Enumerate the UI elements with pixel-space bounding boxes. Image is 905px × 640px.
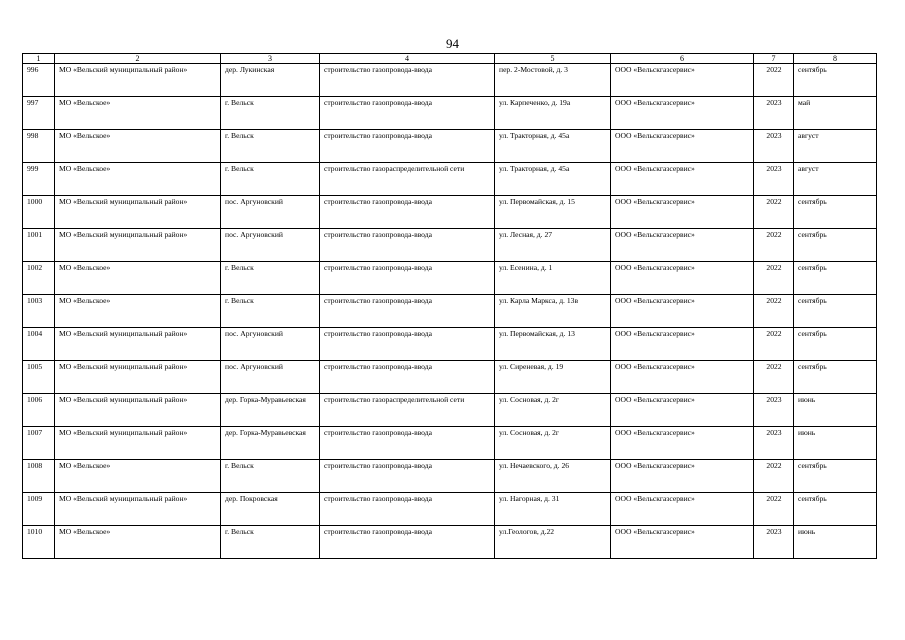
row-number-cell: 999	[23, 163, 55, 196]
year-cell: 2022	[754, 196, 794, 229]
row-number-cell: 1002	[23, 262, 55, 295]
settlement-cell: дер. Горка-Муравьевская	[221, 394, 320, 427]
table-header	[23, 54, 877, 64]
address-cell: ул. Сосновая, д. 2г	[495, 427, 611, 460]
address-cell: ул. Лесная, д. 27	[495, 229, 611, 262]
municipality-cell: МО «Вельское»	[55, 130, 221, 163]
organization-cell: ООО «Вельскгазсервис»	[611, 460, 754, 493]
column-header: 1	[23, 54, 55, 64]
organization-cell: ООО «Вельскгазсервис»	[611, 163, 754, 196]
table-row	[23, 427, 877, 460]
work-type-cell: строительство газопровода-ввода	[320, 64, 495, 97]
document-table	[22, 53, 877, 559]
work-type-cell: строительство газопровода-ввода	[320, 295, 495, 328]
year-cell: 2023	[754, 163, 794, 196]
settlement-cell: г. Вельск	[221, 130, 320, 163]
month-cell: сентябрь	[794, 328, 877, 361]
settlement-cell: г. Вельск	[221, 97, 320, 130]
month-cell: сентябрь	[794, 229, 877, 262]
page-number: 94	[446, 36, 459, 51]
table-row	[23, 229, 877, 262]
row-number-cell: 1003	[23, 295, 55, 328]
municipality-cell: МО «Вельский муниципальный район»	[55, 196, 221, 229]
table-row	[23, 196, 877, 229]
organization-cell: ООО «Вельскгазсервис»	[611, 64, 754, 97]
work-type-cell: строительство газопровода-ввода	[320, 262, 495, 295]
municipality-cell: МО «Вельский муниципальный район»	[55, 64, 221, 97]
table-row	[23, 328, 877, 361]
organization-cell: ООО «Вельскгазсервис»	[611, 427, 754, 460]
settlement-cell: дер. Покровская	[221, 493, 320, 526]
column-header: 4	[320, 54, 495, 64]
organization-cell: ООО «Вельскгазсервис»	[611, 130, 754, 163]
organization-cell: ООО «Вельскгазсервис»	[611, 394, 754, 427]
settlement-cell: г. Вельск	[221, 163, 320, 196]
work-type-cell: строительство газопровода-ввода	[320, 196, 495, 229]
month-cell: сентябрь	[794, 262, 877, 295]
year-cell: 2023	[754, 526, 794, 559]
row-number-cell: 996	[23, 64, 55, 97]
organization-cell: ООО «Вельскгазсервис»	[611, 295, 754, 328]
organization-cell: ООО «Вельскгазсервис»	[611, 526, 754, 559]
column-header: 8	[794, 54, 877, 64]
work-type-cell: строительство газопровода-ввода	[320, 229, 495, 262]
address-cell: ул. Нечаевского, д. 26	[495, 460, 611, 493]
year-cell: 2023	[754, 394, 794, 427]
row-number-cell: 1004	[23, 328, 55, 361]
year-cell: 2023	[754, 130, 794, 163]
settlement-cell: г. Вельск	[221, 295, 320, 328]
row-number-cell: 1010	[23, 526, 55, 559]
year-cell: 2022	[754, 295, 794, 328]
address-cell: ул. Сосновая, д. 2г	[495, 394, 611, 427]
column-header: 6	[611, 54, 754, 64]
row-number-cell: 998	[23, 130, 55, 163]
table-row	[23, 130, 877, 163]
settlement-cell: дер. Горка-Муравьевская	[221, 427, 320, 460]
work-type-cell: строительство газопровода-ввода	[320, 328, 495, 361]
municipality-cell: МО «Вельский муниципальный район»	[55, 361, 221, 394]
settlement-cell: пос. Аргуновский	[221, 361, 320, 394]
month-cell: сентябрь	[794, 295, 877, 328]
organization-cell: ООО «Вельскгазсервис»	[611, 361, 754, 394]
month-cell: июнь	[794, 427, 877, 460]
month-cell: август	[794, 130, 877, 163]
address-cell: ул. Первомайская, д. 15	[495, 196, 611, 229]
month-cell: август	[794, 163, 877, 196]
month-cell: сентябрь	[794, 64, 877, 97]
table-row	[23, 460, 877, 493]
address-cell: ул. Карпеченко, д. 19а	[495, 97, 611, 130]
work-type-cell: строительство газораспределительной сети	[320, 163, 495, 196]
table-row	[23, 394, 877, 427]
year-cell: 2022	[754, 262, 794, 295]
year-cell: 2023	[754, 97, 794, 130]
row-number-cell: 1005	[23, 361, 55, 394]
row-number-cell: 1006	[23, 394, 55, 427]
month-cell: сентябрь	[794, 361, 877, 394]
header-row	[23, 54, 877, 64]
work-type-cell: строительство газопровода-ввода	[320, 130, 495, 163]
municipality-cell: МО «Вельское»	[55, 460, 221, 493]
municipality-cell: МО «Вельский муниципальный район»	[55, 493, 221, 526]
column-header: 2	[55, 54, 221, 64]
address-cell: ул. Карла Маркса, д. 13в	[495, 295, 611, 328]
work-type-cell: строительство газопровода-ввода	[320, 493, 495, 526]
settlement-cell: г. Вельск	[221, 526, 320, 559]
municipality-cell: МО «Вельский муниципальный район»	[55, 229, 221, 262]
year-cell: 2022	[754, 493, 794, 526]
settlement-cell: пос. Аргуновский	[221, 328, 320, 361]
address-cell: ул. Сиреневая, д. 19	[495, 361, 611, 394]
month-cell: июнь	[794, 394, 877, 427]
column-header: 5	[495, 54, 611, 64]
year-cell: 2022	[754, 361, 794, 394]
organization-cell: ООО «Вельскгазсервис»	[611, 229, 754, 262]
work-type-cell: строительство газопровода-ввода	[320, 460, 495, 493]
table-row	[23, 493, 877, 526]
month-cell: сентябрь	[794, 196, 877, 229]
settlement-cell: пос. Аргуновский	[221, 196, 320, 229]
work-type-cell: строительство газораспределительной сети	[320, 394, 495, 427]
settlement-cell: пос. Аргуновский	[221, 229, 320, 262]
work-type-cell: строительство газопровода-ввода	[320, 526, 495, 559]
table-row	[23, 295, 877, 328]
row-number-cell: 1001	[23, 229, 55, 262]
row-number-cell: 1008	[23, 460, 55, 493]
work-type-cell: строительство газопровода-ввода	[320, 427, 495, 460]
table-row	[23, 361, 877, 394]
column-header: 7	[754, 54, 794, 64]
municipality-cell: МО «Вельский муниципальный район»	[55, 328, 221, 361]
address-cell: ул. Первомайская, д. 13	[495, 328, 611, 361]
municipality-cell: МО «Вельское»	[55, 262, 221, 295]
municipality-cell: МО «Вельский муниципальный район»	[55, 427, 221, 460]
organization-cell: ООО «Вельскгазсервис»	[611, 196, 754, 229]
organization-cell: ООО «Вельскгазсервис»	[611, 493, 754, 526]
table-row	[23, 526, 877, 559]
row-number-cell: 1000	[23, 196, 55, 229]
work-type-cell: строительство газопровода-ввода	[320, 361, 495, 394]
row-number-cell: 1007	[23, 427, 55, 460]
year-cell: 2022	[754, 64, 794, 97]
address-cell: ул. Тракторная, д. 45а	[495, 130, 611, 163]
column-header: 3	[221, 54, 320, 64]
table-row	[23, 262, 877, 295]
address-cell: ул.Геологов, д.22	[495, 526, 611, 559]
settlement-cell: г. Вельск	[221, 460, 320, 493]
row-number-cell: 1009	[23, 493, 55, 526]
row-number-cell: 997	[23, 97, 55, 130]
table-row	[23, 163, 877, 196]
table-body	[23, 64, 877, 559]
work-type-cell: строительство газопровода-ввода	[320, 97, 495, 130]
settlement-cell: г. Вельск	[221, 262, 320, 295]
organization-cell: ООО «Вельскгазсервис»	[611, 328, 754, 361]
month-cell: сентябрь	[794, 460, 877, 493]
municipality-cell: МО «Вельское»	[55, 526, 221, 559]
address-cell: ул. Нагорная, д. 31	[495, 493, 611, 526]
year-cell: 2023	[754, 427, 794, 460]
settlement-cell: дер. Лукинская	[221, 64, 320, 97]
municipality-cell: МО «Вельский муниципальный район»	[55, 394, 221, 427]
year-cell: 2022	[754, 229, 794, 262]
month-cell: май	[794, 97, 877, 130]
municipality-cell: МО «Вельское»	[55, 295, 221, 328]
organization-cell: ООО «Вельскгазсервис»	[611, 262, 754, 295]
year-cell: 2022	[754, 460, 794, 493]
municipality-cell: МО «Вельское»	[55, 163, 221, 196]
address-cell: пер. 2-Мостовой, д. 3	[495, 64, 611, 97]
month-cell: июнь	[794, 526, 877, 559]
month-cell: сентябрь	[794, 493, 877, 526]
table-row	[23, 64, 877, 97]
table-row	[23, 97, 877, 130]
address-cell: ул. Тракторная, д. 45а	[495, 163, 611, 196]
year-cell: 2022	[754, 328, 794, 361]
address-cell: ул. Есенина, д. 1	[495, 262, 611, 295]
organization-cell: ООО «Вельскгазсервис»	[611, 97, 754, 130]
municipality-cell: МО «Вельское»	[55, 97, 221, 130]
